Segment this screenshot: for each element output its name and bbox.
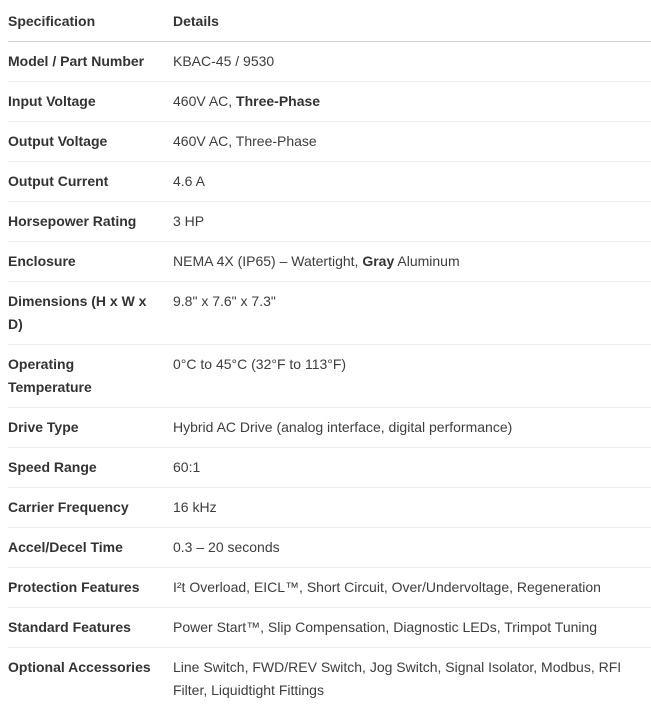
- spec-value-segment: 460V AC, Three-Phase: [173, 133, 317, 149]
- spec-value: [173, 608, 651, 648]
- spec-value-bold-segment: Three-Phase: [236, 93, 320, 109]
- table-row: [8, 528, 651, 568]
- spec-value-segment: Aluminum: [394, 253, 459, 269]
- spec-value-segment: 3 HP: [173, 213, 204, 229]
- spec-label: Output Current: [8, 162, 173, 202]
- table-row: [8, 82, 651, 122]
- spec-value-segment: 0.3 – 20 seconds: [173, 539, 280, 555]
- spec-label: Accel/Decel Time: [8, 528, 173, 568]
- table-row: [8, 488, 651, 528]
- spec-label: Operating Temperature: [8, 345, 173, 408]
- spec-value: [173, 122, 651, 162]
- spec-value-segment: Hybrid AC Drive (analog interface, digital performance): [173, 419, 512, 435]
- spec-value: [173, 568, 651, 608]
- table-row: [8, 162, 651, 202]
- spec-label: Optional Accessories: [8, 648, 173, 710]
- table-row: [8, 282, 651, 345]
- spec-value-segment: Line Switch, FWD/REV Switch, Jog Switch, Signal Isolator, Modbus, RFI Filter, Liquidtight Fittings: [173, 659, 621, 698]
- table-row: [8, 242, 651, 282]
- spec-label: Dimensions (H x W x D): [8, 282, 173, 345]
- column-header-specification: Specification: [8, 2, 173, 42]
- spec-value-segment: KBAC-45 / 9530: [173, 53, 274, 69]
- spec-value: [173, 242, 651, 282]
- spec-value: [173, 648, 651, 710]
- spec-label: Standard Features: [8, 608, 173, 648]
- table-row: [8, 568, 651, 608]
- spec-label: Input Voltage: [8, 82, 173, 122]
- table-row: [8, 608, 651, 648]
- spec-value: [173, 282, 651, 345]
- spec-value: [173, 448, 651, 488]
- table-row: [8, 42, 651, 82]
- table-row: [8, 122, 651, 162]
- column-header-details: Details: [173, 2, 651, 42]
- spec-value: [173, 162, 651, 202]
- table-body: [8, 42, 651, 710]
- spec-label: Model / Part Number: [8, 42, 173, 82]
- table-row: [8, 648, 651, 710]
- spec-label: Enclosure: [8, 242, 173, 282]
- spec-label: Output Voltage: [8, 122, 173, 162]
- spec-value: [173, 82, 651, 122]
- spec-label: Drive Type: [8, 408, 173, 448]
- table-row: [8, 408, 651, 448]
- table-header: [8, 2, 651, 42]
- spec-label: Protection Features: [8, 568, 173, 608]
- table-row: [8, 345, 651, 408]
- specification-table: [8, 2, 651, 710]
- spec-value-segment: 9.8" x 7.6" x 7.3": [173, 293, 276, 309]
- table-row: [8, 202, 651, 242]
- spec-value-bold-segment: Gray: [362, 253, 394, 269]
- spec-value: [173, 42, 651, 82]
- spec-value-segment: 16 kHz: [173, 499, 217, 515]
- spec-label: Horsepower Rating: [8, 202, 173, 242]
- spec-value: [173, 408, 651, 448]
- spec-value-segment: Power Start™, Slip Compensation, Diagnostic LEDs, Trimpot Tuning: [173, 619, 597, 635]
- spec-value: [173, 202, 651, 242]
- spec-label: Speed Range: [8, 448, 173, 488]
- spec-value-segment: 0°C to 45°C (32°F to 113°F): [173, 356, 346, 372]
- spec-value: [173, 345, 651, 408]
- spec-value: [173, 528, 651, 568]
- spec-label: Carrier Frequency: [8, 488, 173, 528]
- spec-value-segment: I²t Overload, EICL™, Short Circuit, Over/Undervoltage, Regeneration: [173, 579, 601, 595]
- table-row: [8, 448, 651, 488]
- header-row: [8, 2, 651, 42]
- spec-value-segment: 60:1: [173, 459, 200, 475]
- spec-value-segment: 4.6 A: [173, 173, 205, 189]
- spec-value-segment: 460V AC,: [173, 93, 236, 109]
- spec-value-segment: NEMA 4X (IP65) – Watertight,: [173, 253, 362, 269]
- spec-value: [173, 488, 651, 528]
